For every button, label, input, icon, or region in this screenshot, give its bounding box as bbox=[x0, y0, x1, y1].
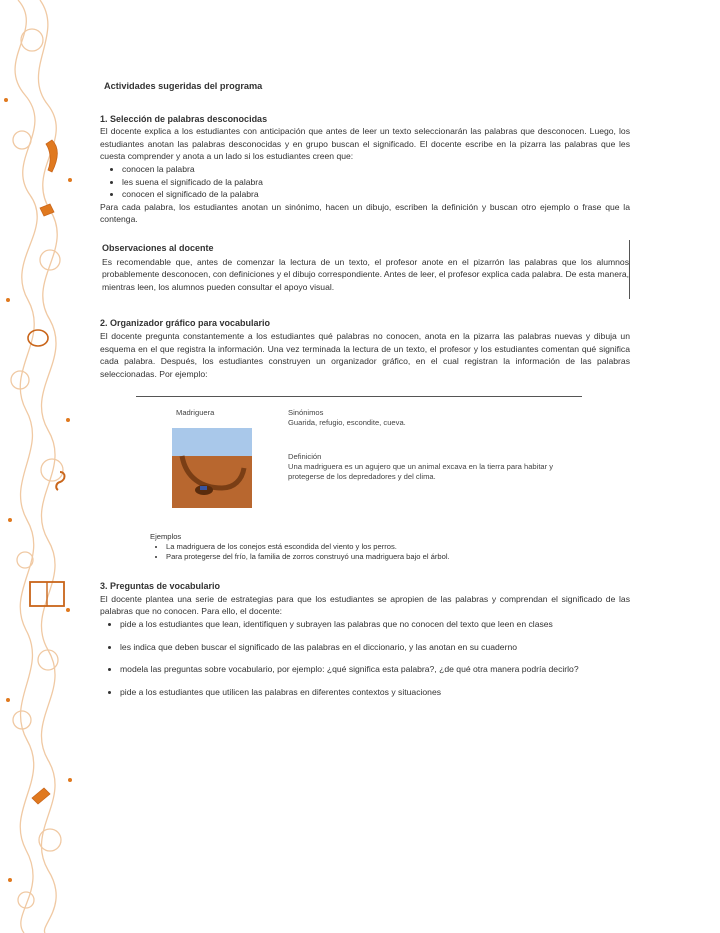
definition-block bbox=[288, 452, 578, 482]
burrow-illustration bbox=[172, 428, 252, 508]
synonyms-value: Guarida, refugio, escondite, cueva. bbox=[288, 418, 406, 428]
observation-box bbox=[100, 240, 630, 299]
section-3 bbox=[100, 580, 630, 698]
synonyms-block bbox=[288, 408, 528, 428]
examples-block bbox=[150, 532, 550, 562]
divider bbox=[136, 396, 582, 397]
list-item: • les indica que deben buscar el significado de las palabras en el diccionario, y las anotan en su cuaderno bbox=[120, 641, 630, 654]
section-3-intro: El docente plantea una serie de estrategias para que los estudiantes se apropien de las palabras y comprendan el significado de las palabras que no conocen. Para ello, el docente: bbox=[100, 593, 630, 617]
section-2-text: El docente pregunta constantemente a los estudiantes qué palabras no conocen, anota en la pizarra las palabras nuevas y dibuja un esquema en el que registra la información. Una vez terminada la lectura de un texto, el profesor y los estudiantes comentan qué significa cada palabra. Después, los estudiantes construyen un organizador gráfico, en el cual registran la información de las palabras seleccionadas. Por ejemplo: bbox=[100, 330, 630, 379]
list-item: • La madriguera de los conejos está escondida del viento y los perros. bbox=[166, 542, 550, 552]
section-2 bbox=[100, 317, 630, 574]
observation-heading: Observaciones al docente bbox=[102, 242, 214, 253]
examples-list bbox=[150, 542, 550, 562]
list-item: • conocen el significado de la palabra bbox=[122, 188, 630, 201]
synonyms-label: Sinónimos bbox=[288, 408, 324, 418]
section-2-heading: 2. Organizador gráfico para vocabulario bbox=[100, 318, 271, 329]
list-item: • modela las preguntas sobre vocabulario, por ejemplo: ¿qué significa esta palabra?, ¿de qué otra manera podría decirlo? bbox=[120, 663, 630, 676]
list-item: • Para protegerse del frío, la familia de zorros construyó una madriguera bajo el árbol. bbox=[166, 552, 550, 562]
section-1-heading: 1. Selección de palabras desconocidas bbox=[100, 113, 268, 124]
list-item: • pide a los estudiantes que utilicen las palabras en diferentes contextos y situaciones bbox=[120, 686, 630, 699]
observation-text: Es recomendable que, antes de comenzar la lectura de un texto, el profesor anote en el pizarrón las palabras que los alumnos probablemente desconocen, con definiciones y el dibujo correspondiente. Antes de leer, el profesor explica cada palabra. De esta manera, mientras leen, los alumnos pueden consultar el apoyo visual. bbox=[102, 256, 629, 292]
section-1 bbox=[100, 113, 630, 226]
section-3-heading: 3. Preguntas de vocabulario bbox=[100, 581, 221, 592]
definition-label: Definición bbox=[288, 452, 322, 462]
list-item: • pide a los estudiantes que lean, identifiquen y subrayen las palabras que no conocen del texto que leen en clases bbox=[120, 618, 630, 631]
section-1-list bbox=[100, 163, 630, 201]
page-title: Actividades sugeridas del programa bbox=[104, 81, 263, 91]
definition-value: Una madriguera es un agujero que un animal excava en la tierra para habitar y protegerse de los depredadores y del clima. bbox=[288, 462, 554, 482]
list-item: • conocen la palabra bbox=[122, 163, 630, 176]
document-body bbox=[100, 80, 630, 708]
list-item: • les suena el significado de la palabra bbox=[122, 176, 630, 189]
section-3-list bbox=[100, 618, 630, 698]
vocabulary-organizer bbox=[100, 394, 630, 574]
decorative-swirl-border bbox=[0, 0, 78, 933]
organizer-word-label: Madriguera bbox=[176, 408, 215, 418]
section-1-closing: Para cada palabra, los estudiantes anotan un sinónimo, hacen un dibujo, escriben la definición y buscan otro ejemplo o frase que la contenga. bbox=[100, 201, 630, 225]
section-1-intro: El docente explica a los estudiantes con anticipación que antes de leer un texto seleccionarán las palabras que desconocen. Luego, los estudiantes anotan las palabras desconocidas y en grupo buscan el significado. El docente escribe en la pizarra las palabras que les cuesta comprender y anota a un lado si los estudiantes creen que: bbox=[100, 126, 630, 162]
examples-label: Ejemplos bbox=[150, 532, 182, 542]
